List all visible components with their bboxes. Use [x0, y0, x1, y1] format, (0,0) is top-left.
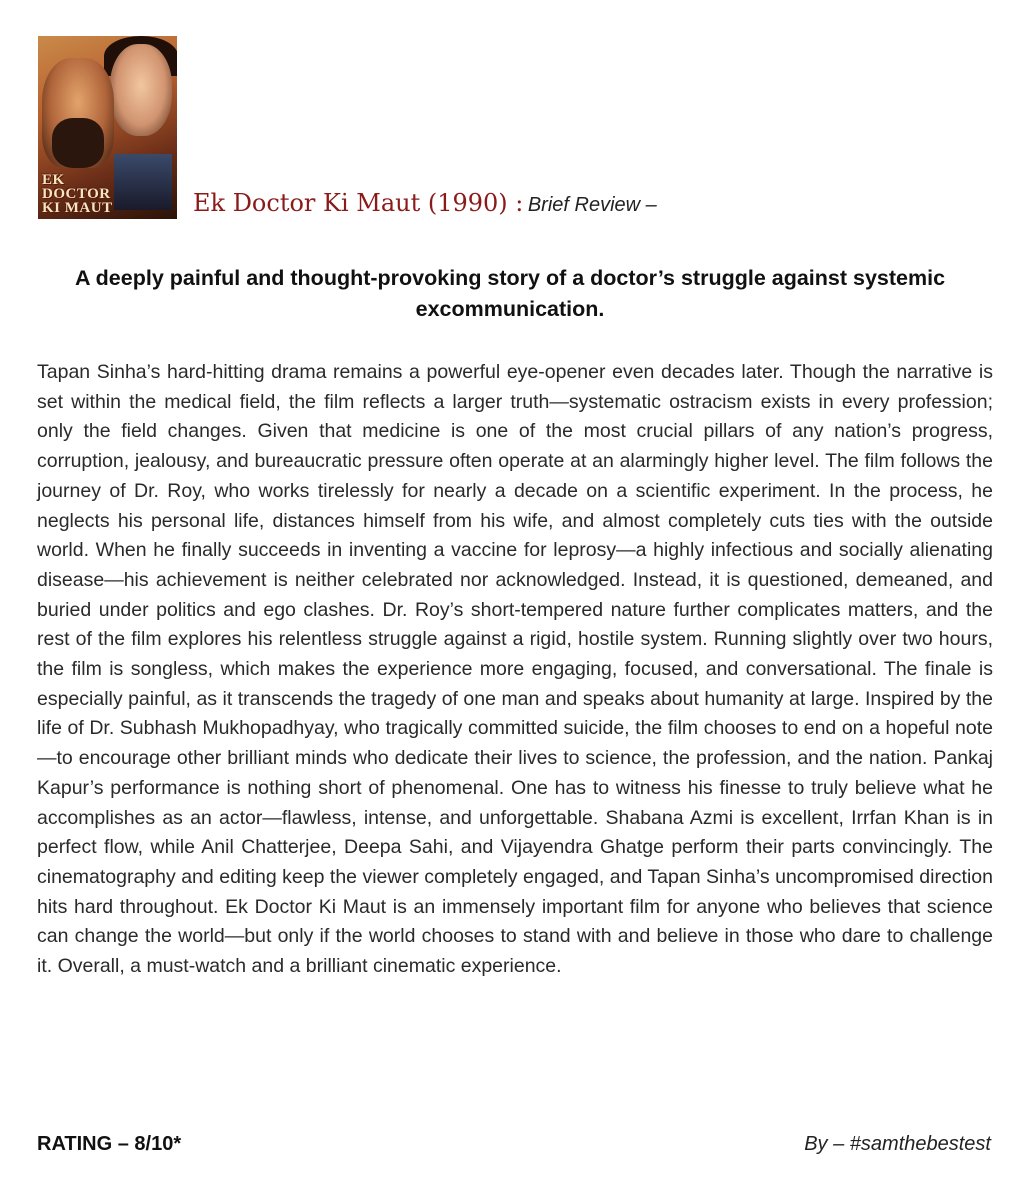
- byline: By – #samthebestest: [804, 1133, 991, 1155]
- review-tagline: A deeply painful and thought-provoking story of a doctor’s struggle against systemic excommunication.: [74, 266, 946, 321]
- rating: RATING – 8/10*: [37, 1133, 182, 1155]
- poster-figure-woman: [110, 44, 172, 136]
- poster-title-line: EK: [42, 172, 65, 188]
- movie-poster-image: [38, 36, 177, 219]
- review-header: [38, 36, 657, 219]
- poster-title-line: DOCTOR: [42, 186, 111, 202]
- film-title: Ek Doctor Ki Maut (1990) :: [193, 189, 524, 217]
- poster-title-line: KI MAUT: [42, 200, 113, 216]
- poster-scene: [114, 154, 172, 210]
- title-line: [193, 189, 657, 217]
- poster-figure-beard: [52, 118, 104, 168]
- review-body: Tapan Sinha’s hard-hitting drama remains a powerful eye-opener even decades later. Though the narrative is set within the medical field, the film reflects a larger truth—systematic ostracism exists in every profession; only the field changes. Given that medicine is one of the most crucial pillars of any nation’s progress, corruption, jealousy, and bureaucratic pressure often operate at an alarmingly higher level. The film follows the journey of Dr. Roy, who works tirelessly for nearly a decade on a scientific experiment. In the process, he neglects his personal life, distances himself from his wife, and almost completely cuts ties with the outside world. When he finally succeeds in inventing a vaccine for leprosy—a highly infectious and socially alienating disease—his achievement is neither celebrated nor acknowledged. Instead, it is questioned, demeaned, and buried under politics and ego clashes. Dr. Roy’s short-tempered nature further complicates matters, and the rest of the film explores his relentless struggle against a rigid, hostile system. Running slightly over two hours, the film is songless, which makes the experience more engaging, focused, and conversational. The finale is especially painful, as it transcends the tragedy of one man and speaks about humanity at large. Inspired by the life of Dr. Subhash Mukhopadhyay, who tragically committed suicide, the film chooses to end on a hopeful note—to encourage other brilliant minds who dedicate their lives to science, the profession, and the nation. Pankaj Kapur’s performance is nothing short of phenomenal. One has to witness his finesse to truly believe what he accomplishes as an actor—flawless, intense, and unforgettable. Shabana Azmi is excellent, Irrfan Khan is in perfect flow, while Anil Chatterjee, Deepa Sahi, and Vijayendra Ghatge perform their parts convincingly. The cinematography and editing keep the viewer completely engaged, and Tapan Sinha’s uncompromised direction hits hard throughout. Ek Doctor Ki Maut is an immensely important film for anyone who believes that science can change the world—but only if the world chooses to stand with and believe in those who dare to challenge it. Overall, a must-watch and a brilliant cinematic experience.: [37, 361, 993, 978]
- review-subtitle: Brief Review –: [527, 194, 657, 216]
- poster-title: [42, 173, 113, 215]
